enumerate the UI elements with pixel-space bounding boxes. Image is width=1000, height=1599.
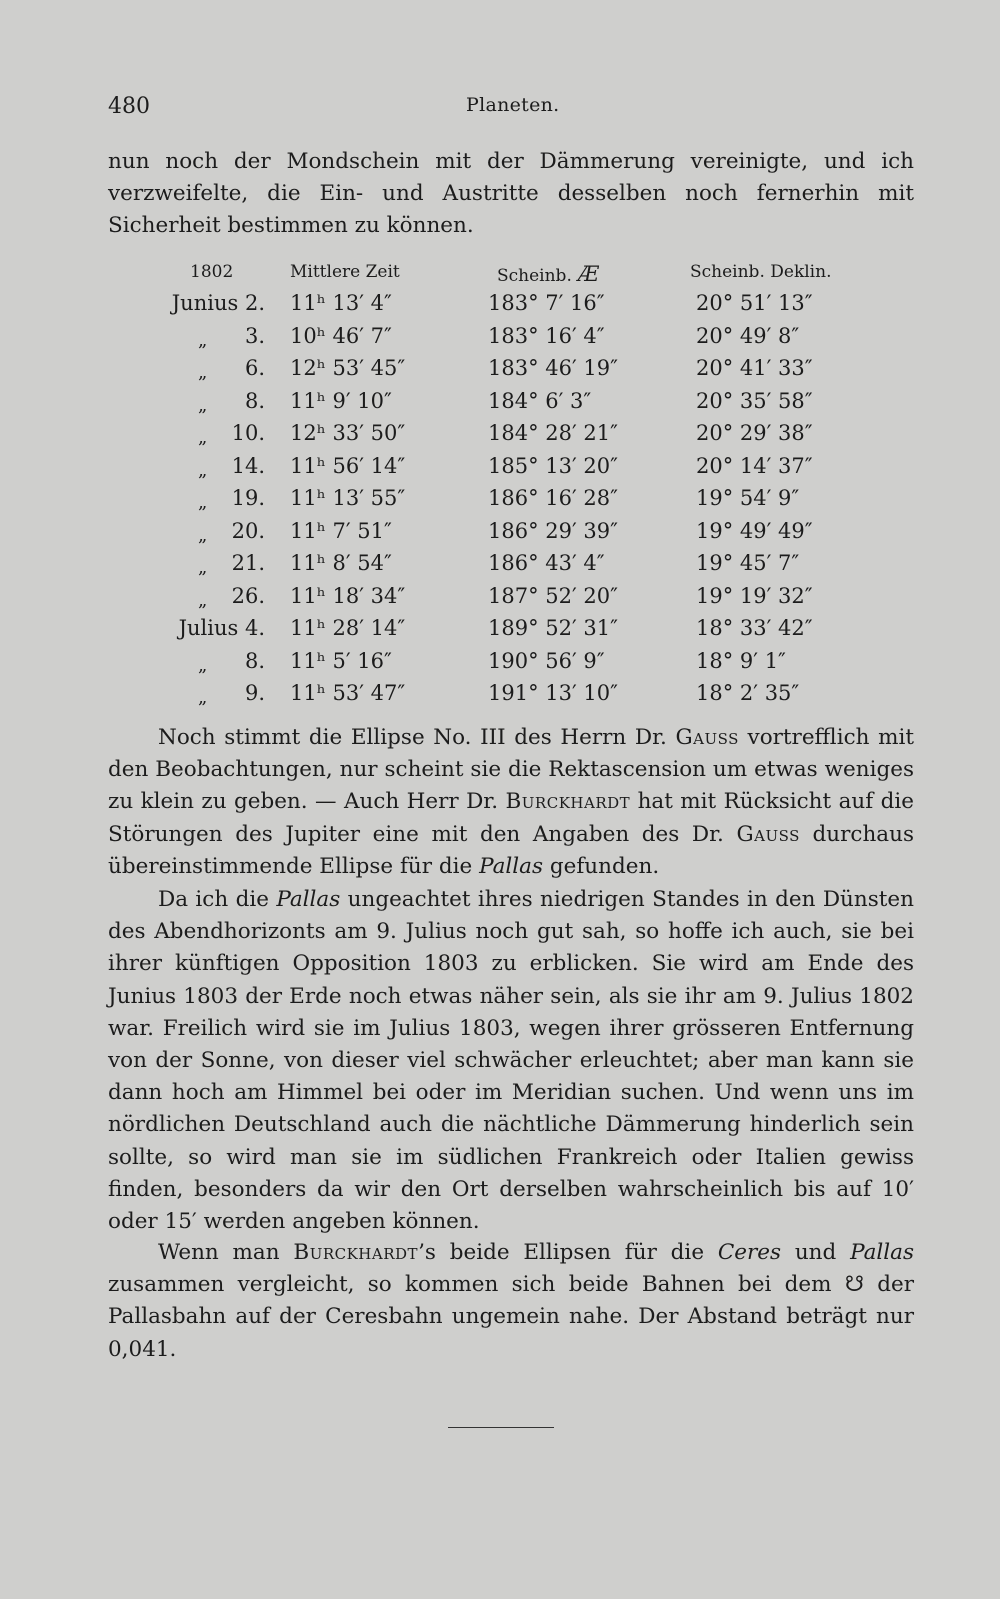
row-right-ascension: 183° 46′ 19″ — [488, 356, 618, 380]
row-month: Junius — [171, 291, 239, 315]
row-day: 8. — [244, 648, 265, 673]
text: ungeachtet ihres niedrigen Standes in den Dünsten des Abendhorizonts am 9. Julius noch gut sah, so hoffe ich auch, sie bei ihrer künftigen Opposition 1803 zu erblicken. Sie wird am Ende des Junius 1803 der Erde noch etwas näher sein, als sie ihr am 9. Julius 1802 war. Freilich wird sie im Julius 1803, wegen ihrer grösseren Entfernung von der Sonne, von dieser viel schwächer erleuchtet; aber man kann sie dann hoch am Himmel bei oder im Meridian suchen. Und wenn uns im nördlichen Deutschland auch die nächtliche Dämmerung hinderlich sein sollte, so wird man sie im südlichen Frankreich oder Italien gewiss finden, besonders da wir den Ort derselben wahrscheinlich bis auf 10′ oder 15′ werden angeben können. — [108, 887, 914, 1235]
row-day: 6. — [244, 356, 265, 380]
name-burckhardt: Burckhardt — [293, 1240, 419, 1265]
row-declination: 20° 41′ 33″ — [696, 356, 813, 380]
ditto-mark: „ — [198, 394, 208, 416]
paragraph-ellipse — [108, 722, 914, 883]
header-declination: Scheinb. Deklin. — [690, 262, 832, 282]
row-day: 20. — [231, 518, 265, 543]
name-gauss: Gauss — [675, 725, 739, 750]
text: durchaus übereinstimmende Ellipse für die — [108, 821, 914, 879]
row-mean-time: 11ʰ 53′ 47″ — [290, 681, 406, 705]
row-day: 9. — [244, 681, 265, 705]
row-right-ascension: 186° 16′ 28″ — [488, 486, 618, 510]
row-declination: 20° 14′ 37″ — [696, 453, 813, 478]
row-right-ascension: 189° 52′ 31″ — [488, 616, 618, 640]
text: Da ich die — [158, 887, 277, 912]
row-mean-time: 11ʰ 8′ 54″ — [290, 551, 392, 575]
row-declination: 20° 35′ 58″ — [696, 388, 813, 413]
row-day: 8. — [244, 388, 265, 413]
table-row — [0, 649, 1000, 682]
row-right-ascension: 191° 13′ 10″ — [488, 681, 618, 705]
text: hat mit Rücksicht auf die Störungen des Jupiter eine mit den Angaben des Dr. — [108, 789, 914, 847]
row-day: 3. — [244, 323, 265, 348]
text: gefunden. — [543, 853, 660, 879]
table-row — [0, 486, 1000, 519]
name-pallas: Pallas — [479, 853, 544, 879]
row-declination: 18° 2′ 35″ — [696, 681, 800, 705]
row-declination: 20° 29′ 38″ — [696, 421, 813, 445]
paragraph-intro: nun noch der Mondschein mit der Dämmerung vereinigte, und ich verzweifelte, die Ein- und Austritte desselben noch fernerhin mit Sicherheit bestimmen zu können. — [108, 149, 914, 239]
row-day: 10. — [231, 421, 265, 445]
ditto-mark: „ — [198, 524, 208, 546]
name-pallas: Pallas — [850, 1240, 915, 1265]
row-day: 19. — [231, 486, 265, 510]
text: vortrefflich mit den Beobachtungen, nur scheint sie die Rektascension um etwas weniges zu klein zu geben. — Auch Herr Dr. — [108, 725, 914, 815]
row-declination: 20° 51′ 13″ — [696, 291, 813, 315]
row-right-ascension: 183° 16′ 4″ — [488, 323, 605, 348]
row-right-ascension: 183° 7′ 16″ — [488, 291, 605, 315]
table-row — [0, 291, 1000, 324]
paragraph-opposition — [108, 884, 914, 1238]
row-day: 2. — [244, 291, 265, 315]
page-number: 480 — [108, 94, 150, 119]
row-declination: 18° 9′ 1″ — [696, 648, 786, 673]
table-row — [0, 519, 1000, 552]
table-row — [0, 584, 1000, 617]
row-mean-time: 11ʰ 56′ 14″ — [290, 453, 406, 478]
text: Wenn man — [158, 1240, 294, 1265]
row-mean-time: 11ʰ 13′ 55″ — [290, 486, 406, 510]
row-right-ascension: 186° 29′ 39″ — [488, 518, 618, 543]
text: ’s beide Ellipsen für die — [418, 1240, 718, 1265]
row-declination: 19° 19′ 32″ — [696, 583, 813, 608]
text: Noch stimmt die Ellipse No. III des Herrn Dr. — [158, 725, 676, 750]
row-declination: 20° 49′ 8″ — [696, 323, 800, 348]
name-burckhardt: Burckhardt — [505, 789, 631, 815]
text: zusammen vergleicht, so kommen sich beide Bahnen bei dem ☋ der Pallasbahn auf der Ceresbahn ungemein nahe. Der Abstand beträgt nur 0,041. — [108, 1272, 914, 1362]
ditto-mark: „ — [198, 492, 208, 513]
row-date — [179, 616, 265, 640]
name-ceres: Ceres — [717, 1240, 782, 1265]
row-day: 21. — [231, 551, 265, 575]
row-right-ascension: 187° 52′ 20″ — [488, 583, 618, 608]
ditto-mark: „ — [198, 687, 208, 708]
running-head: Planeten. — [466, 94, 560, 116]
table-row — [0, 421, 1000, 454]
table-row — [0, 454, 1000, 487]
row-mean-time: 12ʰ 33′ 50″ — [290, 421, 406, 445]
name-gauss: Gauss — [736, 821, 800, 847]
row-mean-time: 11ʰ 13′ 4″ — [290, 291, 392, 315]
row-mean-time: 12ʰ 53′ 45″ — [290, 356, 406, 380]
table-row — [0, 616, 1000, 649]
right-ascension-symbol: Æ — [577, 262, 599, 286]
table-row — [0, 356, 1000, 389]
row-right-ascension: 186° 43′ 4″ — [488, 551, 605, 575]
table-row — [0, 681, 1000, 714]
paragraph-orbits — [108, 1237, 914, 1366]
text: und — [781, 1240, 851, 1265]
ditto-mark: „ — [198, 329, 208, 351]
ditto-mark: „ — [198, 589, 208, 611]
row-declination: 19° 49′ 49″ — [696, 518, 813, 543]
row-mean-time: 11ʰ 7′ 51″ — [290, 518, 392, 543]
table-row — [0, 389, 1000, 422]
row-mean-time: 11ʰ 28′ 14″ — [290, 616, 406, 640]
observation-table — [0, 291, 1000, 714]
name-pallas: Pallas — [276, 887, 341, 912]
ditto-mark: „ — [198, 362, 208, 383]
header-right-ascension — [497, 262, 599, 286]
page-header — [108, 94, 908, 124]
row-declination: 19° 45′ 7″ — [696, 551, 800, 575]
row-mean-time: 10ʰ 46′ 7″ — [290, 323, 392, 348]
row-mean-time: 11ʰ 9′ 10″ — [290, 388, 392, 413]
table-row — [0, 324, 1000, 357]
row-mean-time: 11ʰ 18′ 34″ — [290, 583, 406, 608]
row-day: 4. — [244, 616, 265, 640]
ditto-mark: „ — [198, 459, 208, 481]
row-right-ascension: 185° 13′ 20″ — [488, 453, 618, 478]
header-ra-label: Scheinb. — [497, 266, 572, 286]
row-day: 26. — [231, 583, 265, 608]
table-row — [0, 551, 1000, 584]
row-date — [172, 291, 265, 315]
closing-rule — [448, 1427, 554, 1428]
row-right-ascension: 184° 6′ 3″ — [488, 388, 592, 413]
ditto-mark: „ — [198, 654, 208, 676]
row-right-ascension: 190° 56′ 9″ — [488, 648, 605, 673]
ditto-mark: „ — [198, 557, 208, 578]
row-day: 14. — [231, 453, 265, 478]
row-declination: 19° 54′ 9″ — [696, 486, 800, 510]
table-header — [0, 262, 1000, 288]
row-declination: 18° 33′ 42″ — [696, 616, 813, 640]
ditto-mark: „ — [198, 427, 208, 448]
row-mean-time: 11ʰ 5′ 16″ — [290, 648, 392, 673]
header-mean-time: Mittlere Zeit — [290, 262, 400, 282]
row-month: Julius — [178, 616, 239, 640]
header-year: 1802 — [190, 262, 234, 282]
row-right-ascension: 184° 28′ 21″ — [488, 421, 618, 445]
